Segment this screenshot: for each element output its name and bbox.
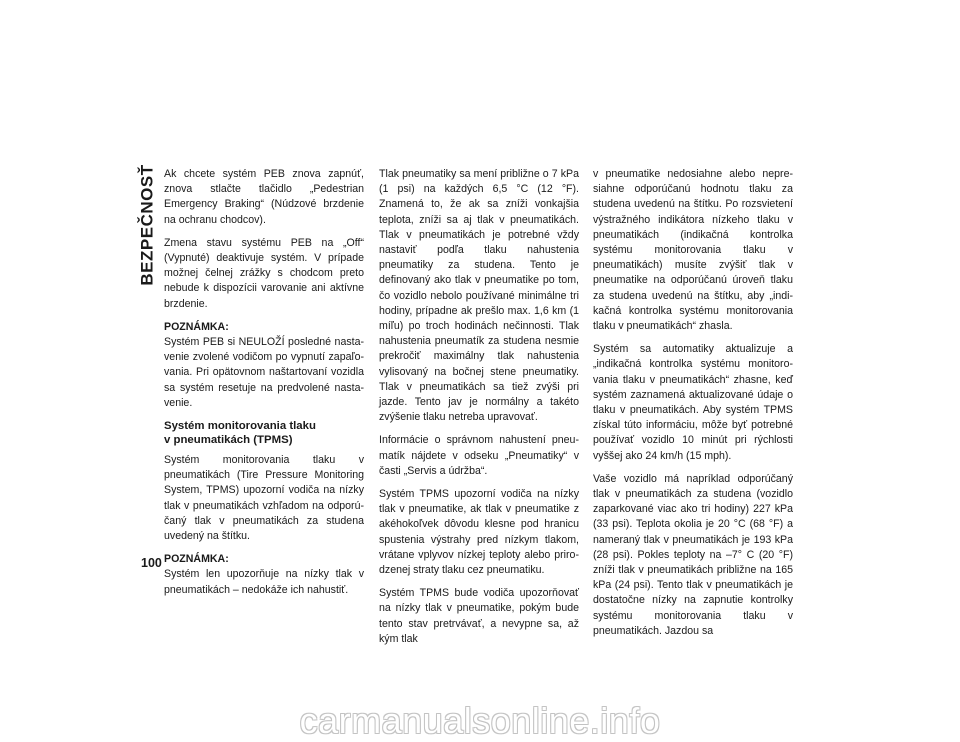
paragraph: Informácie o správnom nahustení pneumatík nájdete v odseku „Pneumatiky“ v časti „Servis a údržba“. xyxy=(379,434,579,477)
text-column-3 xyxy=(593,167,793,647)
paragraph: Systém sa automatiky aktualizuje a „indikačná kontrolka systému monitorovania tlaku v pneumatikách“ zhasne, keď systém zaznamená aktualizované údaje o tlaku v pneumatikách. Aby systém TPMS získal túto informáciu, môže byť potrebné používať vozidlo 10 minút pri rýchlosti vyššej ako 24 km/h (15 mph). xyxy=(593,343,793,462)
section-heading xyxy=(164,419,364,447)
section-heading-line-2: v pneumatikách (TPMS) xyxy=(164,434,293,447)
paragraph: Tlak pneumatiky sa mení približne o 7 kPa (1 psi) na každých 6,5 °C (12 °F). Znamená to, že ak sa zníži vonkajšia teplota, zníži sa aj tlak v pneumatikách. Tlak v pneumatikách je potrebné vždy nastaviť podľa tlaku nahustenia pneumatiky za studena. Tento je definovaný ako tlak v pneumatike po tom, čo vozidlo nebolo používané minimálne tri hodiny, prípadne ak prešlo max. 1,6 km (1 míľu) po troch hodinách nečinnosti. Tlak nahustenia pneumatík za studena nesmie prekročiť maximálny tlak nahustenia vylisovaný na bočnej stene pneumatiky. Tlak v pneumatikách sa tiež zvýši pri jazde. Tento jav je normálny a takéto zvýšenie tlaku netreba upravovať. xyxy=(379,168,579,424)
section-tab-label: BEZPEČNOSŤ xyxy=(138,164,157,286)
note-label: POZNÁMKA: xyxy=(164,553,229,566)
paragraph: Systém TPMS upozorní vodiča na nízky tlak v pneumatike, ak tlak v pneumatike z akéhokoľvek dôvodu klesne pod hranicu spustenia výstrahy pred nízkym tlakom, vrátane vplyvov nízkej teploty alebo prirodzenej straty tlaku cez pneumatiku. xyxy=(379,488,579,577)
note-text: Systém PEB si NEULOŽÍ posledné nastavenie zvolené vodičom po vypnutí zapaľovania. Pri opätovnom naštartovaní vozidla sa systém resetuje na predvolené nastavenie. xyxy=(164,336,364,409)
section-tab xyxy=(138,165,158,285)
section-heading-line-1: Systém monitorovania tlaku xyxy=(164,420,316,433)
watermark: carmanualsonline.info xyxy=(299,700,661,741)
paragraph: Zmena stavu systému PEB na „Off“ (Vypnuté) deaktivuje systém. V prípade možnej čelnej zrážky s chodcom preto nebude k dispozícii varovanie ani aktívne brzdenie. xyxy=(164,236,364,310)
paragraph: Ak chcete systém PEB znova zapnúť, znova stlačte tlačidlo „Pedestrian Emergency Braking“ (Núdzové brzdenie na ochranu chodcov). xyxy=(164,168,364,226)
note-label: POZNÁMKA: xyxy=(164,320,229,333)
text-column-1 xyxy=(164,167,364,606)
text-column-2 xyxy=(379,167,579,655)
paragraph: Systém TPMS bude vodiča upozorňovať na nízky tlak v pneumatike, pokým bude tento stav pretrvávať, a nevypne sa, až kým tlak xyxy=(379,587,579,645)
paragraph: Vaše vozidlo má napríklad odporúčaný tlak v pneumatikách za studena (vozidlo zaparkované viac ako tri hodiny) 227 kPa (33 psi). Teplota okolia je 20 °C (68 °F) a nameraný tlak v pneumatikách je 193 kPa (28 psi). Pokles teploty na –7° C (20 °F) zníži tlak v pneumatikách približne na 165 kPa (24 psi). Tento tlak v pneumatikách je dostatočne nízky na zapnutie kontrolky systému monitorovania tlaku v pneumatikách. Jazdou sa xyxy=(593,472,793,637)
paragraph: v pneumatike nedosiahne alebo nepresiahne odporúčanú hodnotu tlaku za studena uvedenú na štítku. Po rozsvietení výstražného indikátora nízkeho tlaku v pneumatikách (indikačná kontrolka systému monitorovania tlaku v pneumatikách) musíte zvýšiť tlak v pneumatike na odporúčanú úroveň tlaku za studena uvedenú na štítku, aby „indikačná kontrolka systému monitorovania tlaku v pneumatikách“ zhasla. xyxy=(593,168,793,333)
paragraph: Systém monitorovania tlaku v pneumatikách (Tire Pressure Monitoring System, TPMS) upozorní vodiča na nízky tlak v pneumatikách vzhľadom na odporúčaný tlak v pneumatikách za studena uvedený na štítku. xyxy=(164,454,364,543)
note-text: Systém len upozorňuje na nízky tlak v pneumatikách – nedokáže ich nahustiť. xyxy=(164,568,364,596)
page-number: 100 xyxy=(141,556,162,570)
